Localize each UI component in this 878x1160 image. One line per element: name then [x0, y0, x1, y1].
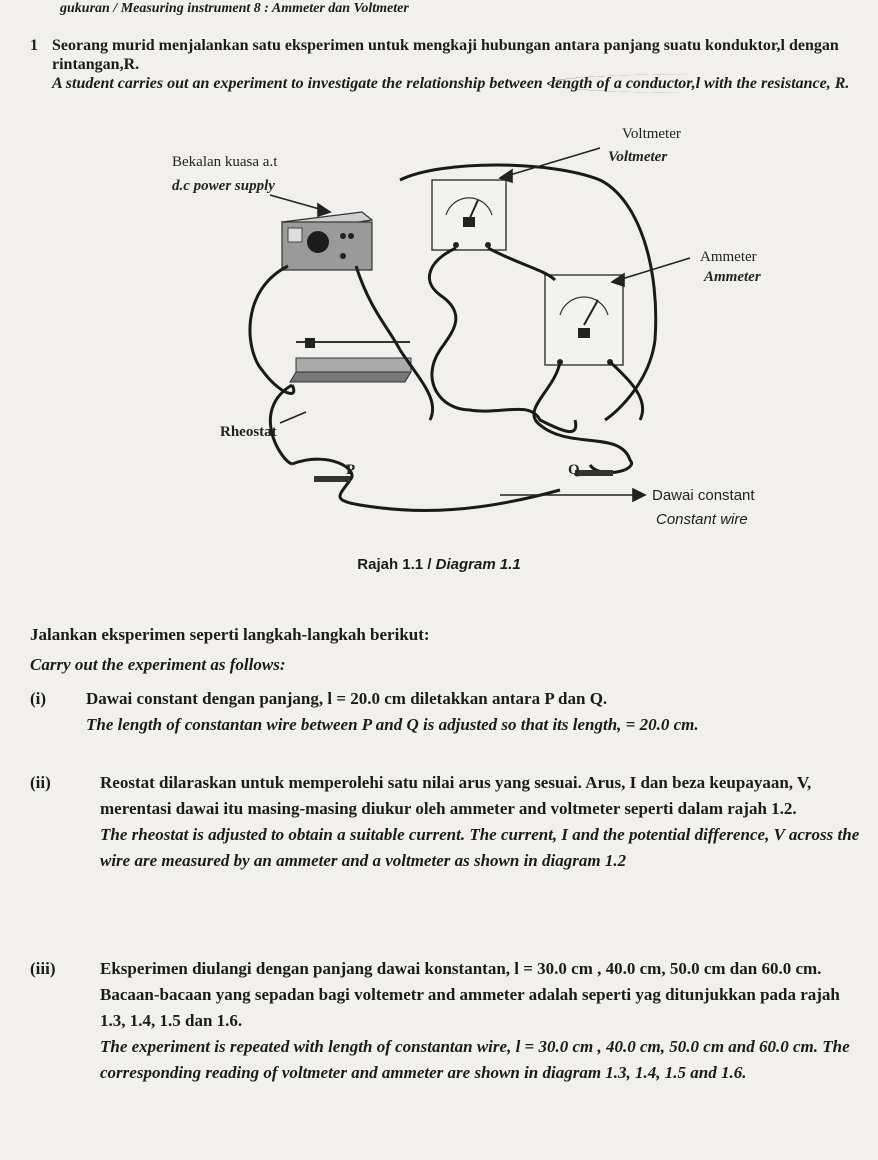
step-2-ms: Reostat dilaraskan untuk memperolehi satu nilai arus yang sesuai. Arus, I dan beza keupayaan, V, merentasi dawai itu masing-masing diukur oleh ammeter and voltmeter seperti dalam rajah 1.2. [100, 773, 812, 818]
diagram-caption [0, 556, 878, 573]
step-1 [30, 686, 860, 738]
step-1-en: The length of constantan wire between P and Q is adjusted so that its length, = 20.0 cm. [86, 715, 699, 734]
instructions-en: Carry out the experiment as follows: [30, 655, 286, 674]
question-english-part2: length of a conductor,l with the resistance, R. [547, 74, 850, 93]
power-supply-icon [282, 212, 372, 270]
question-malay: Seorang murid menjalankan satu eksperimen untuk mengkaji hubungan antara panjang suatu konduktor,l dengan rintangan,R. [52, 37, 839, 73]
ammeter-label-ms: Ammeter [700, 249, 757, 265]
question-english-part1: A student carries out an experiment to investigate the relationship between [52, 75, 543, 92]
power-supply-label-ms: Bekalan kuasa a.t [172, 154, 278, 170]
step-3-ms: Eksperimen diulangi dengan panjang dawai konstantan, l = 30.0 cm , 40.0 cm, 50.0 cm dan 60.0 cm. Bacaan-bacaan yang sepadan bagi voltemetr and ammeter adalah seperti yag ditunjukkan pada rajah 1.3, 1.4, 1.5 dan 1.6. [100, 959, 840, 1030]
step-1-ms: Dawai constant dengan panjang, l = 20.0 cm diletakkan antara P dan Q. [86, 689, 608, 708]
instructions-ms: Jalankan eksperimen seperti langkah-langkah berikut: [30, 625, 430, 644]
page-header: gukuran / Measuring instrument 8 : Ammeter dan Voltmeter [60, 1, 409, 16]
terminal-q-label: Q [568, 462, 580, 478]
question-intro [30, 36, 860, 93]
power-supply-label-en: d.c power supply [172, 178, 275, 194]
step-3-number: (iii) [30, 959, 56, 978]
ammeter-label-en: Ammeter [704, 269, 761, 285]
terminal-p-label: P [346, 462, 356, 478]
caption-en: Diagram 1.1 [435, 556, 521, 573]
step-3 [30, 956, 860, 1086]
voltmeter-icon [432, 180, 506, 250]
step-3-en: The experiment is repeated with length of constantan wire, l = 30.0 cm , 40.0 cm, 50.0 cm and 60.0 cm. The corresponding reading of voltmeter and ammeter are shown in diagram 1.3, 1.4, 1.5 and 1.6. [100, 1037, 850, 1082]
step-1-number: (i) [30, 689, 47, 708]
step-2-number: (ii) [30, 773, 51, 792]
voltmeter-label-ms: Voltmeter [622, 126, 681, 142]
step-2 [30, 770, 860, 874]
wire-label-en: Constant wire [656, 511, 748, 528]
wire-label-ms: Dawai constant [652, 487, 755, 504]
rheostat-label: Rheostat [220, 424, 277, 440]
question-number: 1 [30, 37, 38, 54]
caption-ms: Rajah 1.1 / [357, 556, 432, 573]
ammeter-icon [545, 275, 623, 365]
rheostat-icon [290, 338, 411, 382]
circuit-diagram [0, 120, 878, 560]
step-2-en: The rheostat is adjusted to obtain a suitable current. The current, I and the potential difference, V across the wire are measured by an ammeter and a voltmeter as shown in diagram 1.2 [100, 825, 860, 870]
question-english [52, 74, 860, 93]
voltmeter-label-en: Voltmeter [608, 149, 668, 165]
